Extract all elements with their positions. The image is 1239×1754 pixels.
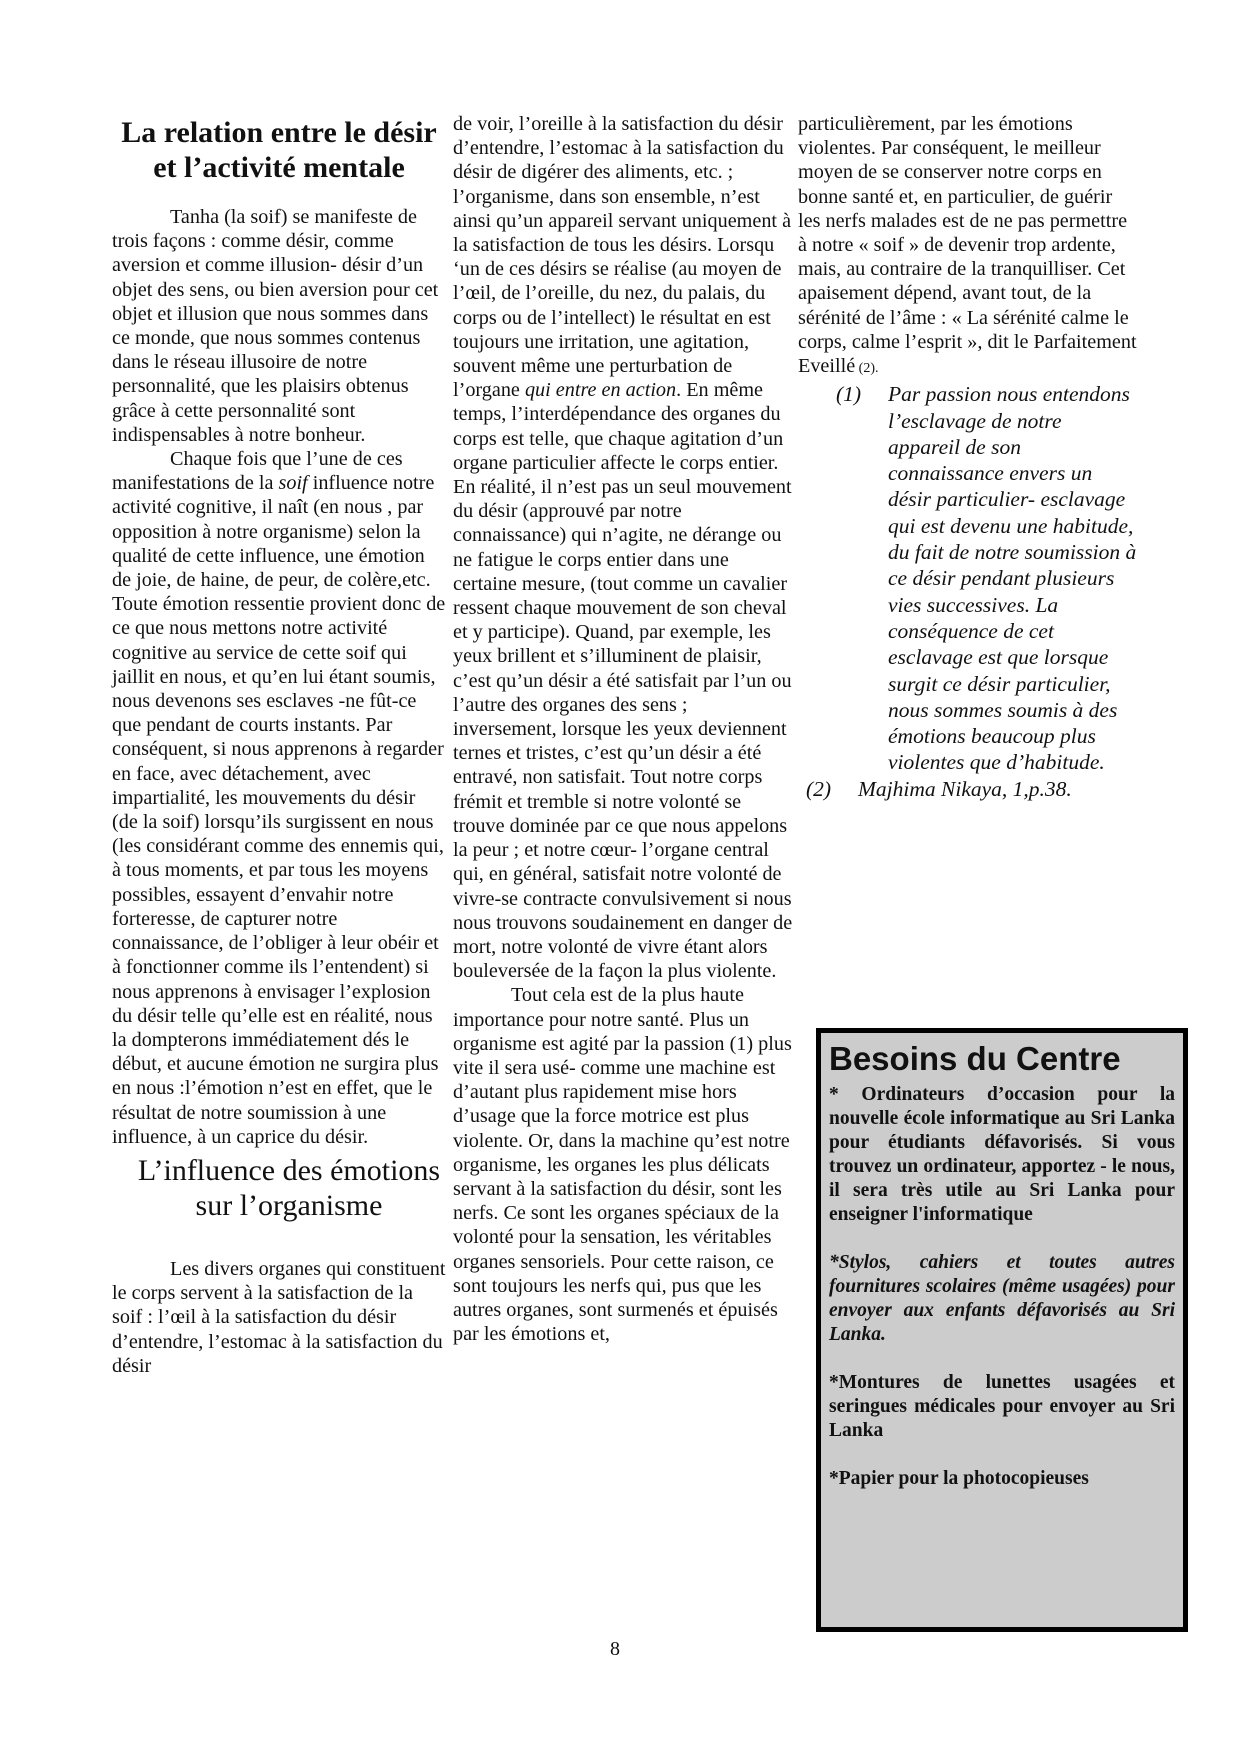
column-middle	[453, 112, 793, 1346]
needs-item-glasses-syringes: *Montures de lunettes usagées et seringues médicales pour envoyer au Sri Lanka	[829, 1372, 1175, 1441]
footnote-text: Majhima Nikaya, 1,p.38.	[858, 776, 1072, 801]
page-number: 8	[610, 1638, 620, 1660]
footnote-2	[798, 776, 1138, 802]
section-title: L’influence des émotions sur l’organisme	[137, 1153, 441, 1222]
needs-item-computers: * Ordinateurs d’occasion pour la nouvelle école informatique au Sri Lanka pour étudiants défavorisés. Si vous trouvez un ordinateur, apportez - le nous, il sera très utile au Sri Lanka pour enseigner l'informatique	[829, 1084, 1175, 1225]
footnote-reference: (2).	[855, 361, 879, 377]
article-title: La relation entre le désir et l’activité mentale	[121, 116, 437, 184]
footnote-1	[798, 381, 1138, 775]
article2-paragraph-1-start: Les divers organes qui constituent le corps servent à la satisfaction de la soif : l’œil à la satisfaction du désir d’entendre, l’estomac à la satisfaction du désir	[112, 1257, 446, 1377]
emphasis-action: qui entre en action	[524, 379, 677, 402]
article2-paragraph-2: Tout cela est de la plus haute importance pour notre santé. Plus un organisme est agité par la passion (1) plus vite il sera usé- comme une machine est d’autant plus rapidement mise hors d’usage que la force motrice est plus violente. Or, dans la machine qu’est notre organisme, les organes les plus délicats servant à la satisfaction du désir, sont les nerfs. Ce sont les organes spéciaux de la volonté pour la sensation, les véritables organes sensoriels. Pour cette raison, ce sont toujours les nerfs qui, pus que les autres organes, sont surmenés et épuisés par les émotions et,	[453, 984, 792, 1346]
article2-paragraph-1-continued	[453, 112, 793, 983]
footnote-number: (1)	[836, 382, 862, 407]
column-left	[112, 112, 446, 1378]
article1-paragraph-1: Tanha (la soif) se manifeste de trois façons : comme désir, comme aversion et comme illusion- désir d’un objet des sens, ou bien aversion pour cet objet et illusion que nous sommes dans ce monde, que nous sommes contenus dans le réseau illusoire de notre personnalité, que les plaisirs obtenus grâce à cette personnalité sont indispensables à notre bonheur.	[112, 206, 439, 446]
footnotes	[798, 381, 1138, 802]
article1-paragraph-2	[112, 447, 446, 1149]
paragraph-text: Chaque fois que l’une de ces manifestations de la	[112, 448, 403, 495]
paragraph-text: de voir, l’oreille à la satisfaction du désir d’entendre, l’estomac à la satisfaction du désir de digérer des aliments, etc. ; l’organisme, dans son ensemble, n’est ainsi qu’un appareil servant uniquement à la satisfaction de tous les désirs. Lorsqu ‘un de ces désirs se réalise (au moyen de l’œil, de l’oreille, du nez, du palais, du corps ou de l’intellect) le résultat en est toujours une irritation, une agitation, souvent même une perturbation de l’organe	[453, 113, 792, 402]
needs-box	[816, 1028, 1188, 1632]
emphasis-soif: soif	[278, 472, 308, 495]
needs-item-paper: *Papier pour la photocopieuses	[829, 1468, 1089, 1489]
paragraph-text: influence notre activité cognitive, il naît (en nous , par opposition à notre organisme) selon la qualité de cette influence, une émotion de joie, de haine, de peur, de colère,etc. Toute émotion ressentie provient donc de ce que nous mettons notre activité cognitive au service de cette soif qui jaillit en nous, et qu’en lui étant soumis, nous devenons ses esclaves -ne fût-ce que pendant de courts instants. Par conséquent, si nous apprenons à regarder en face, avec détachement, avec impartialité, les mouvements du désir (de la soif) lorsqu’ils surgissent en nous (les considérant comme des ennemis qui, à tous moments, et par tous les moyens possibles, essayent d’envahir notre forteresse, de capturer notre connaissance, de l’obliger à leur obéir et à fonctionner comme ils l’entendent) si nous apprenons à envisager l’explosion du désir telle qu’elle est en réalité, nous la dompterons immédiatement dés le début, et aucune émotion ne surgira plus en nous :l’émotion n’est en effet, que le résultat de notre soumission à une influence, à un caprice du désir.	[112, 472, 446, 1148]
footnote-text: Par passion nous entendons l’esclavage de notre appareil de son connaissance envers un désir particulier- esclavage qui est devenu une habitude, du fait de notre soumission à ce désir pendant plusieurs vies successives. La conséquence de cet esclavage est que lorsque surgit ce désir particulier, nous sommes soumis à des émotions beaucoup plus violentes que d’habitude.	[888, 382, 1137, 775]
paragraph-text: . En même temps, l’interdépendance des organes du corps est telle, que chaque agitation d’un organe particulier affecte le corps entier. En réalité, il n’est pas un seul mouvement du désir (approuvé par notre connaissance) qui n’agite, ne dérange ou ne fatigue le corps entier dans une certaine mesure, (tout comme un cavalier ressent chaque mouvement de son cheval et y participe). Quand, par exemple, les yeux brillent et s’illuminent de plaisir, c’est qu’un désir a été satisfait par l’un ou l’autre des organes des sens ; inversement, lorsque les yeux deviennent ternes et tristes, c’est qu’un désir a été entravé, non satisfait. Tout notre corps frémit et tremble si notre volonté se trouve dominée par ce que nous appelons la peur ; et notre cœur- l’organe central qui, en général, satisfait notre volonté de vivre-se contracte convulsivement si nous nous trouvons soudainement en danger de mort, notre volonté de vivre étant alors bouleversée de la façon la plus violente.	[453, 379, 793, 983]
column-right	[798, 112, 1138, 802]
footnote-number: (2)	[806, 776, 832, 801]
needs-item-school-supplies: *Stylos, cahiers et toutes autres fournitures scolaires (même usagées) pour envoyer aux enfants défavorisés au Sri Lanka.	[829, 1252, 1175, 1345]
needs-box-title: Besoins du Centre	[829, 1040, 1121, 1077]
article2-paragraph-2-continued	[798, 112, 1138, 381]
paragraph-text: particulièrement, par les émotions violentes. Par conséquent, le meilleur moyen de se conserver notre corps en bonne santé et, en particulier, de guérir les nerfs malades est de ne pas permettre à notre « soif » de devenir trop ardente, mais, au contraire de la tranquilliser. Cet apaisement dépend, avant tout, de la sérénité de l’âme : « La sérénité calme le corps, calme l’esprit », dit le Parfaitement Eveillé	[798, 113, 1137, 378]
